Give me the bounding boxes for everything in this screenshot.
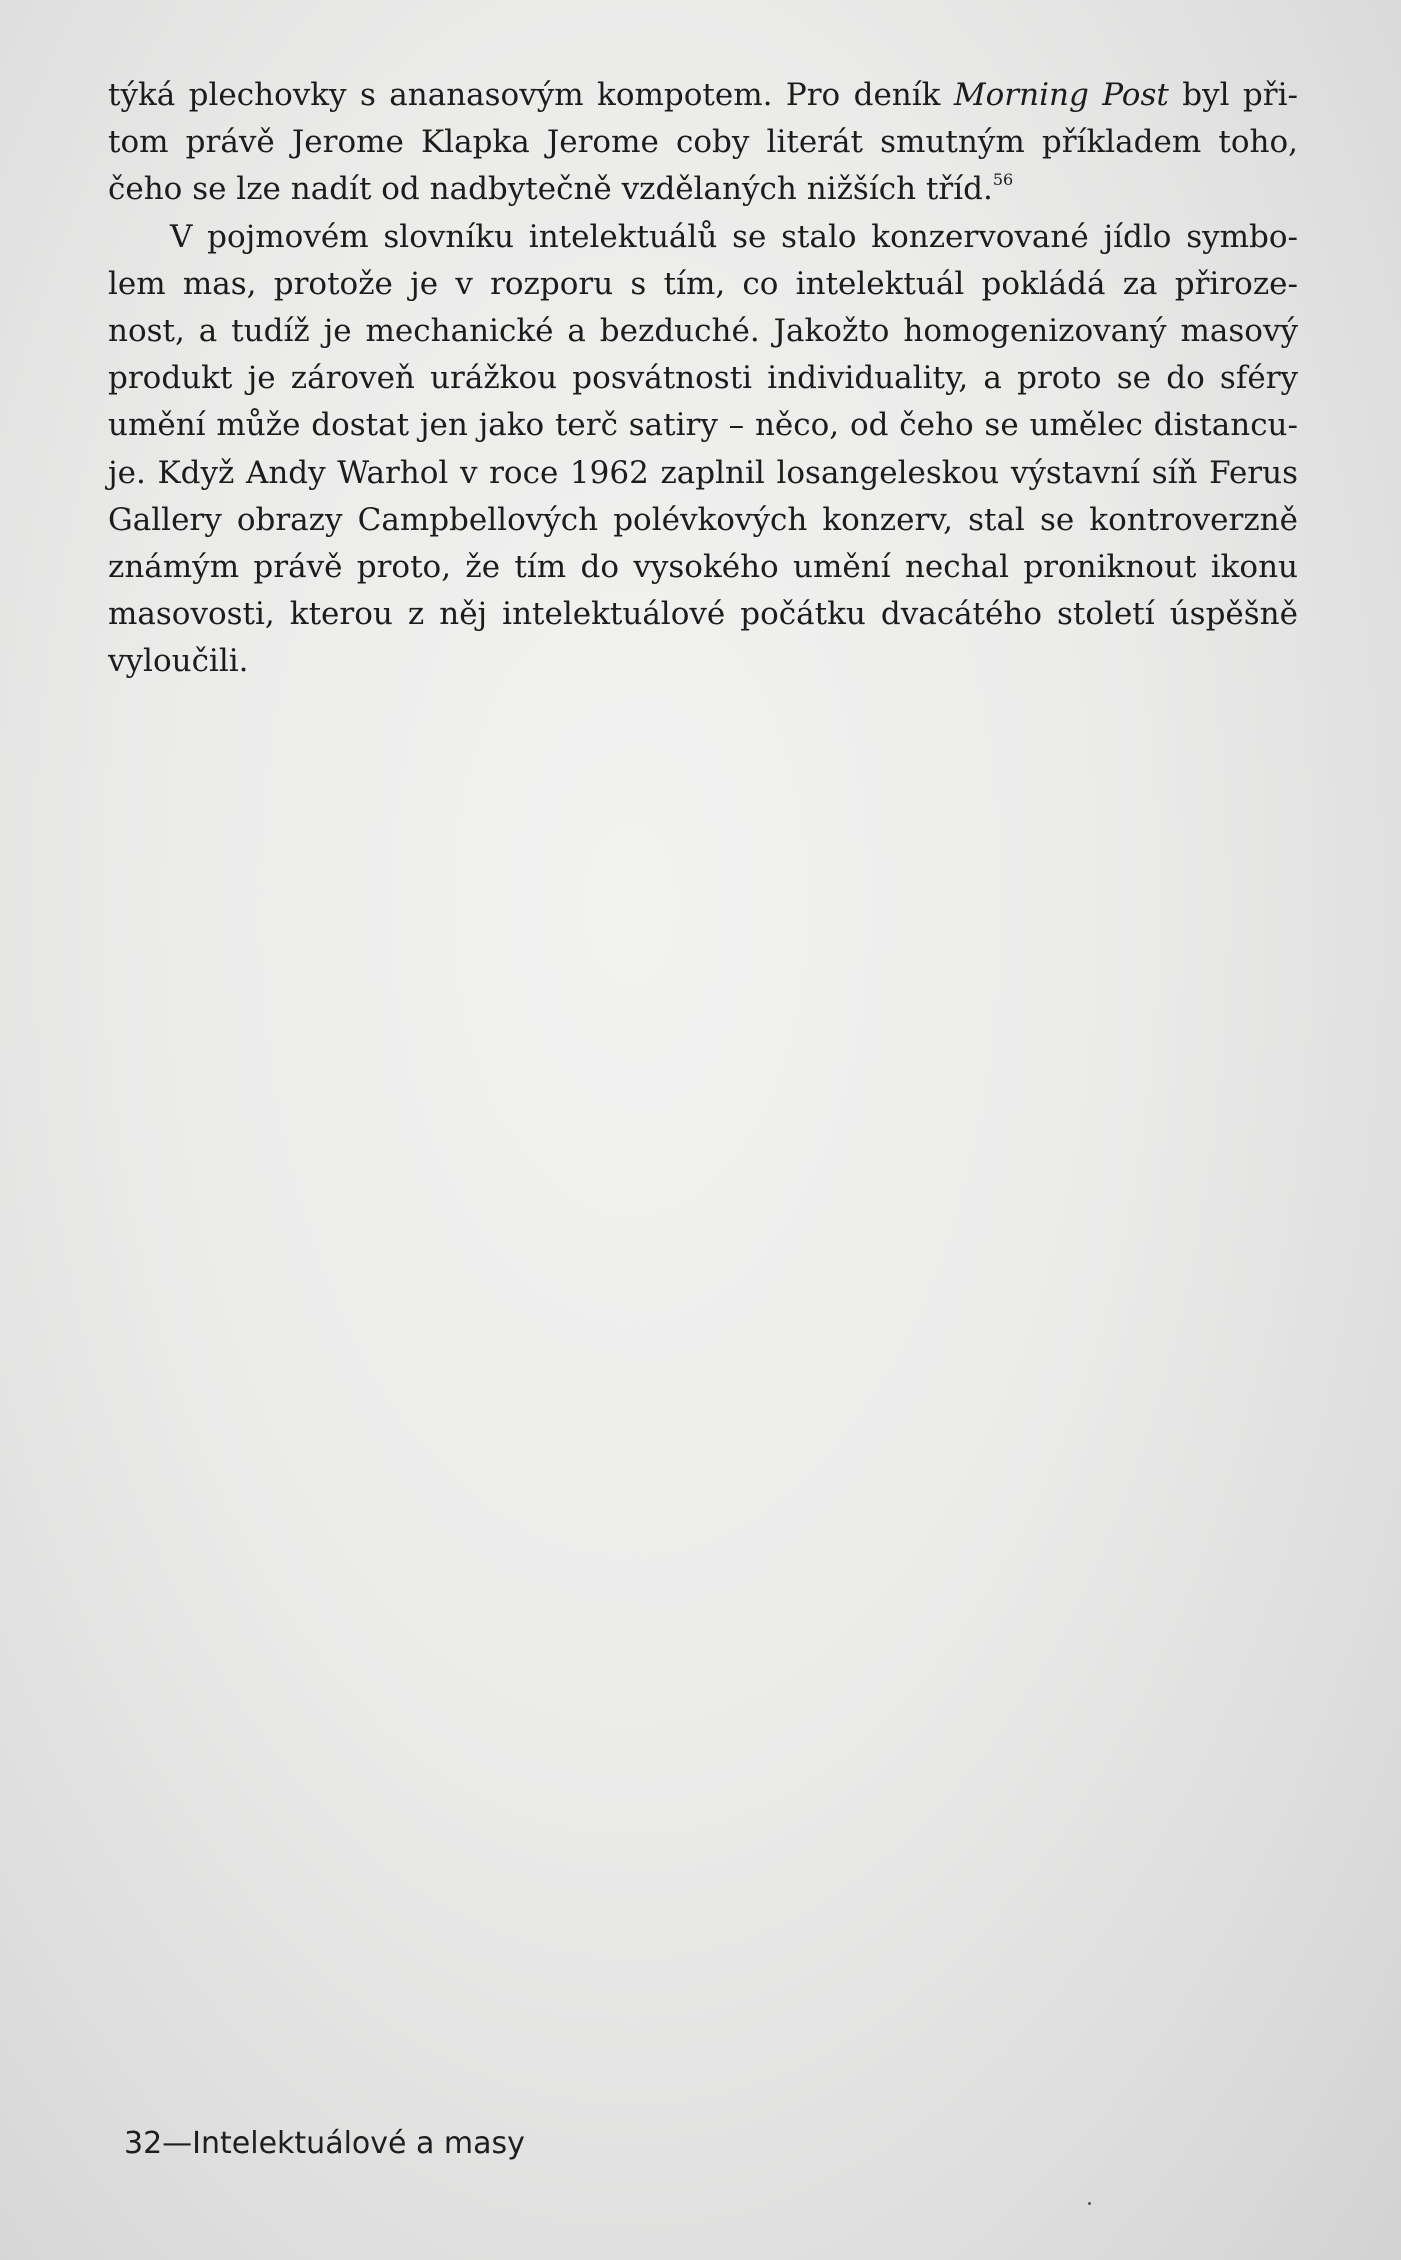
text-line: umění může dostat jen jako terč satiry – něco, od čeho se umělec distancu- bbox=[108, 407, 1298, 444]
text-line: čeho se lze nadít od nadbytečně vzdělaných nižších tříd.$^{56}$ bbox=[108, 170, 1014, 208]
text-line: nost, a tudíž je mechanické a bezduché. Jakožto homogenizovaný masový bbox=[108, 312, 1298, 349]
footnote-marker: 56 bbox=[992, 170, 1014, 190]
text-line: tom právě Jerome Klapka Jerome coby literát smutným příkladem toho, bbox=[108, 124, 1298, 161]
text-line: týká plechovky s ananasovým kompotem. Pro deník Morning Post byl při- bbox=[108, 77, 1298, 113]
body-text bbox=[108, 72, 1298, 685]
text-line: známým právě proto, že tím do vysokého umění nechal proniknout ikonu bbox=[108, 548, 1298, 585]
text-line: vyloučili. bbox=[108, 643, 249, 680]
text-line: je. Když Andy Warhol v roce 1962 zaplnil losangeleskou výstavní síň Ferus bbox=[108, 454, 1298, 491]
text-line: Gallery obrazy Campbellových polévkových konzerv, stal se kontroverzně bbox=[108, 501, 1298, 538]
page-footer: 32—Intelektuálové a masy bbox=[124, 2126, 525, 2161]
paper-speck bbox=[1088, 2202, 1091, 2205]
text-line: masovosti, kterou z něj intelektuálové počátku dvacátého století úspěšně bbox=[108, 596, 1298, 633]
text-line: produkt je zároveň urážkou posvátnosti individuality, a proto se do sféry bbox=[108, 360, 1298, 397]
text-line: lem mas, protože je v rozporu s tím, co intelektuál pokládá za přiroze- bbox=[108, 265, 1298, 302]
paragraph-start-line: V pojmovém slovníku intelektuálů se stalo konzervované jídlo symbo- bbox=[170, 218, 1298, 255]
